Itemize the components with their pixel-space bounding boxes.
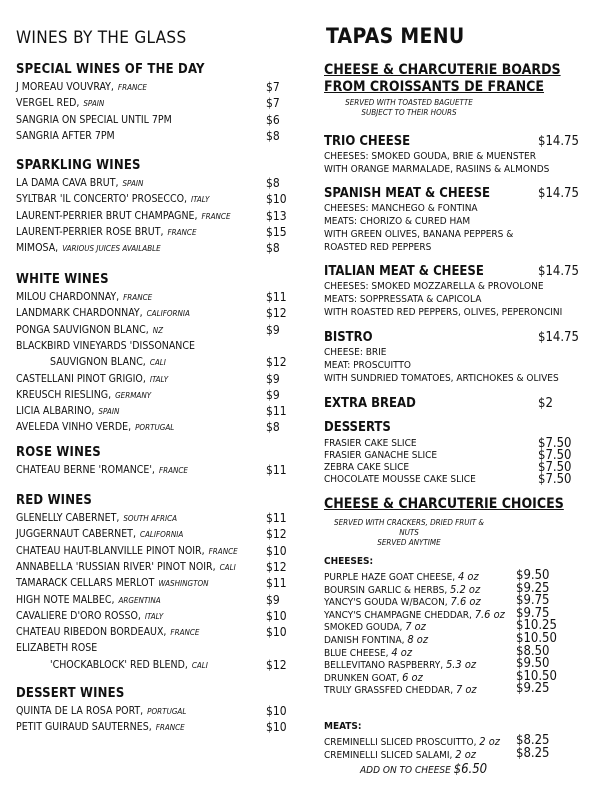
section-title: SPARKLING WINES (16, 158, 141, 173)
board-price: $14.75 (538, 186, 579, 201)
cheese-row (324, 683, 574, 695)
wine-name (16, 561, 236, 573)
wine-price: $12 (266, 559, 287, 574)
item-name-text: DRUNKEN GOAT, (324, 672, 400, 684)
wine-price: $12 (266, 306, 287, 321)
dessert-price: $7.50 (538, 472, 572, 487)
wine-region: NZ (152, 325, 164, 335)
wine-price: $11 (266, 463, 287, 477)
dessert-row (324, 438, 574, 449)
wine-region: CALI (191, 660, 208, 670)
item-name-text: CREMINELLI SLICED SALAMI, (324, 749, 453, 761)
board-detail: CHEESE: BRIE (324, 347, 387, 358)
wine-name-text: MIMOSA, (16, 242, 59, 255)
wine-name (16, 528, 183, 540)
item-name-text: BLUE CHEESE, (324, 647, 389, 659)
wine-name (16, 512, 177, 524)
wine-row (16, 577, 306, 592)
wine-row (16, 291, 306, 306)
boards-note (324, 98, 494, 118)
wine-region: PORTUGAL (135, 423, 175, 433)
wine-name-text: KREUSCH RIESLING, (16, 388, 112, 401)
wine-region: CALIFORNIA (146, 309, 190, 319)
wine-price: $6 (266, 112, 280, 127)
wine-region: VARIOUS JUICES AVAILABLE (62, 244, 161, 254)
wine-region: SPAIN (83, 99, 105, 109)
wine-row (16, 177, 306, 192)
item-name-text: BELLEVITANO RASPBERRY, (324, 660, 444, 672)
item-name-text: DANISH FONTINA, (324, 635, 405, 646)
wine-region: WASHINGTON (158, 579, 209, 589)
item-price: $10.50 (516, 668, 557, 684)
wine-name (16, 642, 97, 654)
wine-row (16, 226, 306, 241)
wine-row (16, 307, 306, 322)
item-price: $8.50 (516, 643, 550, 659)
wine-region: FRANCE (117, 83, 147, 92)
wine-region: SOUTH AFRICA (123, 514, 178, 523)
section-title: DESSERT WINES (16, 686, 125, 701)
wine-name-text: LANDMARK CHARDONNAY, (16, 307, 143, 320)
wine-price: $12 (266, 355, 287, 370)
wine-name-text: CASTELLANI PINOT GRIGIO, (16, 372, 146, 385)
choices-heading: CHEESE & CHARCUTERIE CHOICES (324, 496, 564, 512)
board-detail: WITH ORANGE MARMALADE, RASIINS & ALMONDS (324, 164, 550, 175)
board-name-text: BISTRO (324, 330, 373, 345)
dessert-name: FRASIER GANACHE SLICE (324, 450, 438, 461)
wine-name (16, 114, 172, 126)
wine-price: $10 (266, 720, 287, 735)
wine-price: $9 (266, 322, 280, 337)
item-price: $9.50 (516, 656, 550, 672)
item-name-text: PURPLE HAZE GOAT CHEESE, (324, 572, 456, 583)
wine-name-text: 'CHOCKABLOCK' RED BLEND, (50, 658, 188, 671)
wine-region: ITALY (144, 611, 164, 621)
item-price: $9.25 (516, 580, 550, 596)
wine-row (16, 512, 306, 527)
dessert-name: ZEBRA CAKE SLICE (324, 462, 410, 473)
wine-name-text: CAVALIERE D'ORO ROSSO, (16, 609, 141, 622)
wine-row (16, 528, 306, 543)
wine-name-text: SANGRIA ON SPECIAL UNTIL 7PM (16, 113, 172, 126)
cheese-row (324, 745, 574, 761)
dessert-price: $7.50 (538, 448, 572, 463)
wine-name-text: AVELEDA VINHO VERDE, (16, 421, 132, 434)
wine-row (16, 626, 306, 641)
dessert-row (324, 462, 574, 473)
section-title: RED WINES (16, 493, 93, 508)
item-size: 2 oz (479, 735, 500, 748)
wine-name (16, 307, 190, 319)
item-name (324, 658, 476, 671)
wine-name-text: CHATEAU BERNE 'ROMANCE', (16, 464, 155, 476)
board-price: $14.75 (538, 134, 579, 149)
wine-region: ITALY (149, 374, 169, 384)
item-name (324, 595, 481, 608)
item-price: $8.25 (516, 733, 550, 748)
wine-name-text: SYLTBAR 'IL CONCERTO' PROSECCO, (16, 193, 188, 206)
wine-region: SPAIN (122, 179, 144, 188)
wine-name-text: QUINTA DE LA ROSA PORT, (16, 705, 144, 717)
wine-name (16, 291, 152, 303)
wine-price: $9 (266, 592, 280, 607)
item-size: 7 oz (405, 620, 426, 634)
wine-price: $12 (266, 527, 287, 542)
board-detail: CHEESES: SMOKED GOUDA, BRIE & MUENSTER (324, 151, 536, 162)
wine-name-text: SAUVIGNON BLANC, (50, 356, 146, 369)
wine-name (16, 389, 151, 401)
wine-price: $7 (266, 80, 280, 94)
wine-name (16, 193, 209, 205)
wine-row (16, 405, 306, 420)
wine-name-text: HIGH NOTE MALBEC, (16, 593, 115, 606)
board-name-text: SPANISH MEAT & CHEESE (324, 186, 491, 201)
wine-name (16, 405, 119, 417)
board-detail: CHEESES: MANCHEGO & FONTINA (324, 203, 478, 214)
wine-region: PORTUGAL (147, 707, 187, 716)
item-name (324, 646, 412, 659)
item-price: $9.75 (516, 593, 550, 609)
wine-price: $8 (266, 176, 280, 190)
wine-row (16, 324, 306, 339)
wine-region: FRANCE (155, 723, 185, 733)
wine-row (16, 210, 306, 225)
wine-region: CALI (149, 358, 166, 368)
addon-price: $6.50 (453, 762, 488, 777)
wine-name-text: ELIZABETH ROSE (16, 642, 98, 655)
wine-row (16, 373, 306, 388)
wine-row (16, 97, 306, 112)
dessert-row (324, 474, 574, 485)
board-detail: WITH ROASTED RED PEPPERS, OLIVES, PEPERONCINI (324, 307, 563, 318)
item-size: 7.6 oz (474, 607, 505, 621)
wine-price: $7 (266, 96, 280, 111)
section-title: ROSE WINES (16, 445, 101, 460)
extra-bread (324, 396, 553, 411)
wine-name-text: SANGRIA AFTER 7PM (16, 129, 115, 142)
list-title: MEATS: (324, 721, 362, 732)
wine-price: $10 (266, 608, 287, 623)
desserts-title: DESSERTS (324, 420, 391, 435)
wine-row (16, 464, 306, 479)
choices-note (324, 518, 494, 548)
wine-name-text: ANNABELLA 'RUSSIAN RIVER' PINOT NOIR, (16, 560, 216, 573)
item-size: 5.3 oz (445, 658, 477, 672)
item-price: $8.25 (516, 745, 550, 761)
dessert-price: $7.50 (538, 436, 572, 451)
wine-row (16, 659, 306, 674)
wine-name (50, 356, 166, 368)
wine-name-text: TAMARACK CELLARS MERLOT (16, 577, 155, 590)
item-name-text: CREMINELLI SLICED PROSCUITTO, (324, 737, 477, 748)
wine-name-text: LAURENT-PERRIER BRUT CHAMPAGNE, (16, 209, 198, 222)
wines-title: WINES BY THE GLASS (16, 28, 187, 48)
wine-region: GERMANY (115, 390, 152, 400)
board-detail: MEAT: PROSCUITTO (324, 360, 411, 371)
item-name (324, 633, 428, 646)
wine-name (16, 421, 174, 433)
wine-name-text: CHATEAU RIBEDON BORDEAUX, (16, 626, 167, 639)
wine-row (16, 561, 306, 576)
wine-name (16, 81, 147, 93)
item-price: $9.75 (516, 605, 550, 621)
wine-price: $10 (266, 192, 287, 207)
wine-region: FRANCE (123, 293, 153, 302)
wine-price: $8 (266, 241, 280, 256)
board-detail: MEATS: CHORIZO & CURED HAM (324, 216, 471, 227)
board-name (324, 264, 579, 279)
wine-price: $10 (266, 704, 287, 718)
wine-row (16, 610, 306, 625)
board-detail: WITH GREEN OLIVES, BANANA PEPPERS & (324, 229, 514, 240)
dessert-name: CHOCOLATE MOUSSE CAKE SLICE (324, 474, 476, 485)
wine-region: ARGENTINA (118, 595, 161, 605)
addon-row (360, 762, 487, 777)
item-price: $10.50 (516, 631, 557, 646)
wine-row (16, 389, 306, 404)
wine-row (16, 594, 306, 609)
board-detail: CHEESES: SMOKED MOZZARELLA & PROVOLONE (324, 281, 544, 292)
board-price: $14.75 (538, 330, 579, 345)
wine-name-text: VERGEL RED, (16, 97, 80, 110)
wine-name-text: LA DAMA CAVA BRUT, (16, 177, 119, 189)
choices-note-line: SERVED WITH CRACKERS, DRIED FRUIT & NUTS (334, 518, 484, 537)
wine-region: CALI (219, 562, 236, 572)
boards-heading-line: CHEESE & CHARCUTERIE BOARDS (324, 62, 561, 78)
dessert-name: FRASIER CAKE SLICE (324, 438, 417, 449)
wine-price: $8 (266, 128, 280, 143)
wine-price: $12 (266, 657, 287, 672)
boards-heading-line: FROM CROISSANTS DE FRANCE (324, 79, 545, 95)
board-name (324, 330, 579, 345)
wine-name (16, 626, 199, 638)
wine-row (16, 421, 306, 436)
wine-region: ITALY (191, 195, 210, 205)
wine-region: CALIFORNIA (139, 530, 184, 540)
boards-note-line: SUBJECT TO THEIR HOURS (361, 108, 457, 117)
item-name (324, 748, 476, 761)
board-name-text: TRIO CHEESE (324, 134, 411, 149)
board-detail: MEATS: SOPPRESSATA & CAPICOLA (324, 294, 482, 305)
item-name (324, 620, 426, 633)
item-price: $10.25 (516, 618, 557, 634)
wine-name (16, 226, 197, 238)
wine-name-text: JUGGERNAUT CABERNET, (16, 528, 136, 541)
wine-price: $13 (266, 208, 287, 223)
item-name (324, 683, 477, 696)
item-size: 6 oz (402, 670, 423, 684)
wine-name-text: LAURENT-PERRIER ROSE BRUT, (16, 225, 164, 238)
board-name-text: ITALIAN MEAT & CHEESE (324, 264, 484, 279)
tapas-title: TAPAS MENU (326, 24, 465, 48)
section-title: WHITE WINES (16, 272, 109, 287)
wine-name (16, 97, 104, 109)
item-name (324, 608, 505, 621)
item-name (324, 583, 480, 596)
list-title: CHEESES: (324, 556, 374, 567)
item-size: 7.6 oz (450, 595, 481, 609)
item-size: 4 oz (458, 570, 479, 583)
wine-region: FRANCE (170, 628, 200, 638)
item-name (324, 735, 500, 748)
wine-price: $11 (266, 404, 287, 419)
wine-name (16, 324, 163, 336)
wine-price: $11 (266, 290, 287, 304)
item-name-text: TRULY GRASSFED CHEDDAR, (324, 685, 454, 697)
dessert-price: $7.50 (538, 460, 572, 475)
wine-name-text: BLACKBIRD VINEYARDS 'DISSONANCE (16, 339, 195, 352)
board-name (324, 186, 579, 201)
wine-name-text: GLENELLY CABERNET, (16, 512, 120, 524)
wine-name (16, 721, 185, 733)
item-price: $9.25 (516, 681, 550, 697)
wine-row (16, 130, 306, 145)
item-name (324, 671, 423, 684)
wine-price: $11 (266, 576, 287, 591)
wine-region: FRANCE (208, 546, 238, 556)
wine-price: $10 (266, 543, 287, 558)
item-size: 4 oz (391, 645, 413, 659)
wine-name-text: PONGA SAUVIGNON BLANC, (16, 323, 149, 336)
wine-name (50, 659, 208, 671)
wine-row (16, 242, 306, 257)
wine-price: $8 (266, 420, 280, 435)
wine-price: $9 (266, 387, 280, 402)
wine-region: FRANCE (201, 211, 231, 221)
wine-name-text: PETIT GUIRAUD SAUTERNES, (16, 721, 152, 734)
item-name-text: YANCY'S GOUDA W/BACON, (324, 597, 448, 609)
section-title: SPECIAL WINES OF THE DAY (16, 62, 205, 77)
wine-name (16, 705, 186, 717)
board-detail: ROASTED RED PEPPERS (324, 242, 432, 253)
wine-name (16, 577, 209, 589)
extra-bread-price: $2 (538, 396, 553, 411)
item-size: 2 oz (455, 747, 476, 761)
wine-name (16, 340, 195, 352)
dessert-row (324, 450, 574, 461)
wine-price: $9 (266, 371, 280, 386)
item-name (324, 570, 479, 583)
wine-row (16, 81, 306, 96)
extra-bread-name: EXTRA BREAD (324, 396, 416, 411)
wine-name (16, 545, 238, 557)
wine-row (16, 705, 306, 720)
board-price: $14.75 (538, 264, 579, 279)
wine-row (16, 340, 306, 355)
addon-label: ADD ON TO CHEESE (360, 765, 451, 776)
wine-row (16, 545, 306, 560)
item-name-text: BOURSIN GARLIC & HERBS, (324, 584, 448, 596)
wine-price: $10 (266, 625, 287, 640)
wine-region: FRANCE (158, 466, 188, 475)
item-name-text: SMOKED GOUDA, (324, 622, 403, 634)
wine-name (16, 210, 231, 222)
item-size: 7 oz (455, 683, 477, 697)
board-name (324, 134, 579, 149)
item-size: 8 oz (407, 633, 429, 646)
item-price: $9.50 (516, 568, 550, 583)
wine-row (16, 193, 306, 208)
wine-row (16, 114, 306, 129)
wine-row (16, 721, 306, 736)
wine-name (16, 177, 143, 189)
wine-name (16, 594, 161, 606)
wine-region: FRANCE (167, 227, 197, 237)
board-detail: WITH SUNDRIED TOMATOES, ARTICHOKES & OLIVES (324, 373, 559, 384)
item-size: 5.2 oz (450, 582, 481, 596)
wine-price: $15 (266, 224, 287, 239)
wine-row (16, 642, 306, 657)
boards-heading (324, 62, 561, 96)
wine-name-text: MILOU CHARDONNAY, (16, 291, 120, 303)
wine-name-text: LICIA ALBARINO, (16, 405, 95, 418)
wine-price: $11 (266, 511, 287, 525)
wine-name (16, 464, 188, 476)
wine-name (16, 130, 115, 142)
wine-name (16, 610, 163, 622)
wine-name (16, 373, 168, 385)
boards-note-line: SERVED WITH TOASTED BAGUETTE (345, 98, 473, 107)
wine-region: SPAIN (98, 407, 120, 417)
item-name-text: YANCY'S CHAMPAGNE CHEDDAR, (324, 609, 472, 621)
wine-name-text: J MOREAU VOUVRAY, (16, 81, 114, 93)
wine-name (16, 242, 161, 254)
choices-note-line: SERVED ANYTIME (377, 538, 441, 547)
wine-name-text: CHATEAU HAUT-BLANVILLE PINOT NOIR, (16, 544, 205, 557)
wine-row (16, 356, 306, 371)
